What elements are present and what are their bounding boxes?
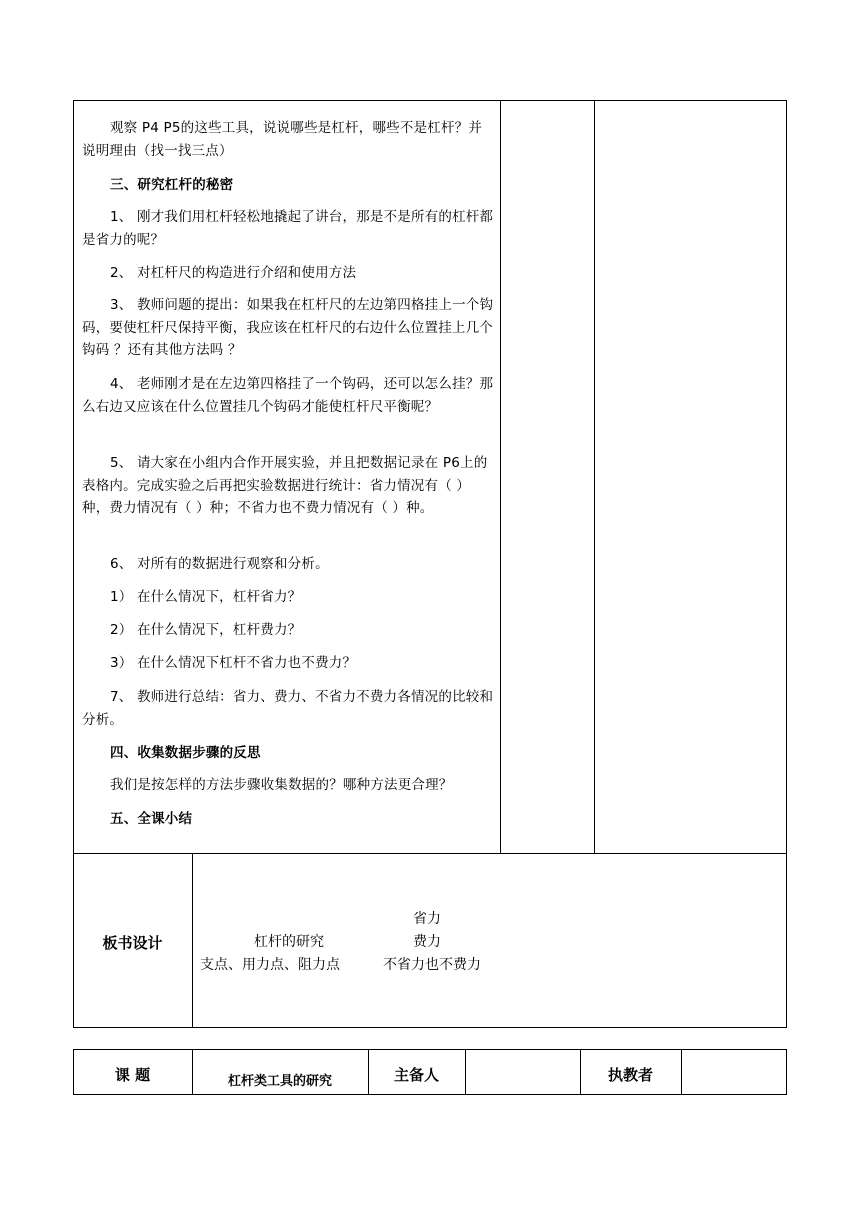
row-divider xyxy=(73,853,787,854)
sub-item-3: 3） 在什么情况下杠杆不省力也不费力？ xyxy=(110,655,357,671)
footer-divider-3 xyxy=(465,1049,466,1095)
section-heading-5: 五、全课小结 xyxy=(110,811,193,827)
topic-value: 杠杆类工具的研究 xyxy=(227,1074,332,1089)
section-heading-4: 四、收集数据步骤的反思 xyxy=(110,745,261,761)
footer-divider-5 xyxy=(681,1049,682,1095)
footer-right-border xyxy=(786,1049,787,1095)
list-item-1: 1、 刚才我们用杠杆轻松地撬起了讲台，那是不是所有的杠杆都是省力的呢？ xyxy=(82,209,494,248)
table-top-border xyxy=(73,100,787,101)
board-label-divider xyxy=(192,853,193,1028)
teacher-label: 执教者 xyxy=(607,1066,653,1084)
table-bottom-border xyxy=(73,1027,787,1028)
list-item-3: 3、 教师问题的提出：如果我在杠杆尺的左边第四格挂上一个钩码，要使杠杆尺保持平衡，我应该在杠杆尺的右边什么位置挂上几个钩码 ？还有其他方法吗 ？ xyxy=(82,297,494,358)
table-left-border xyxy=(73,100,74,1028)
list-item-4: 4、 老师刚才是在左边第四格挂了一个钩码，还可以怎么挂？那么右边又应该在什么位置挂几个钩码才能使杠杆尺平衡呢？ xyxy=(82,376,494,415)
board-points: 支点、用力点、阻力点 xyxy=(200,957,340,973)
sub-item-2: 2） 在什么情况下，杠杆费力？ xyxy=(110,622,302,638)
section-heading-3: 三、研究杠杆的秘密 xyxy=(110,177,234,193)
topic-label: 课 题 xyxy=(114,1066,151,1084)
column-divider-2 xyxy=(594,100,595,853)
board-effort-saving: 省力 xyxy=(413,911,441,927)
list-item-7: 7、 教师进行总结：省力、费力、不省力不费力各情况的比较和分析。 xyxy=(82,689,494,728)
board-effort-costing: 费力 xyxy=(413,934,441,950)
list-item-6: 6、 对所有的数据进行观察和分析。 xyxy=(110,556,329,572)
board-design-label: 板书设计 xyxy=(102,934,163,952)
board-neither: 不省力也不费力 xyxy=(383,957,481,973)
column-divider-1 xyxy=(500,100,501,853)
paragraph-reflect: 我们是按怎样的方法步骤收集数据的？哪种方法更合理？ xyxy=(110,777,453,793)
list-item-2: 2、 对杠杆尺的构造进行介绍和使用方法 xyxy=(110,265,357,281)
paragraph-observe: 观察 P4 P5的这些工具，说说哪些是杠杆，哪些不是杠杆？并说明理由（找一找三点） xyxy=(82,120,483,159)
table-right-border xyxy=(786,100,787,1028)
footer-top-border xyxy=(73,1049,787,1050)
board-title: 杠杆的研究 xyxy=(254,934,324,950)
preparer-label: 主备人 xyxy=(393,1066,439,1084)
footer-bottom-border xyxy=(73,1094,787,1095)
sub-item-1: 1） 在什么情况下，杠杆省力？ xyxy=(110,589,302,605)
list-item-5: 5、 请大家在小组内合作开展实验，并且把数据记录在 P6上的表格内。完成实验之后再把实验数据进行统计：省力情况有（ ）种，费力情况有（ ）种；不省力也不费力情况有（ ）种。 xyxy=(82,455,488,516)
